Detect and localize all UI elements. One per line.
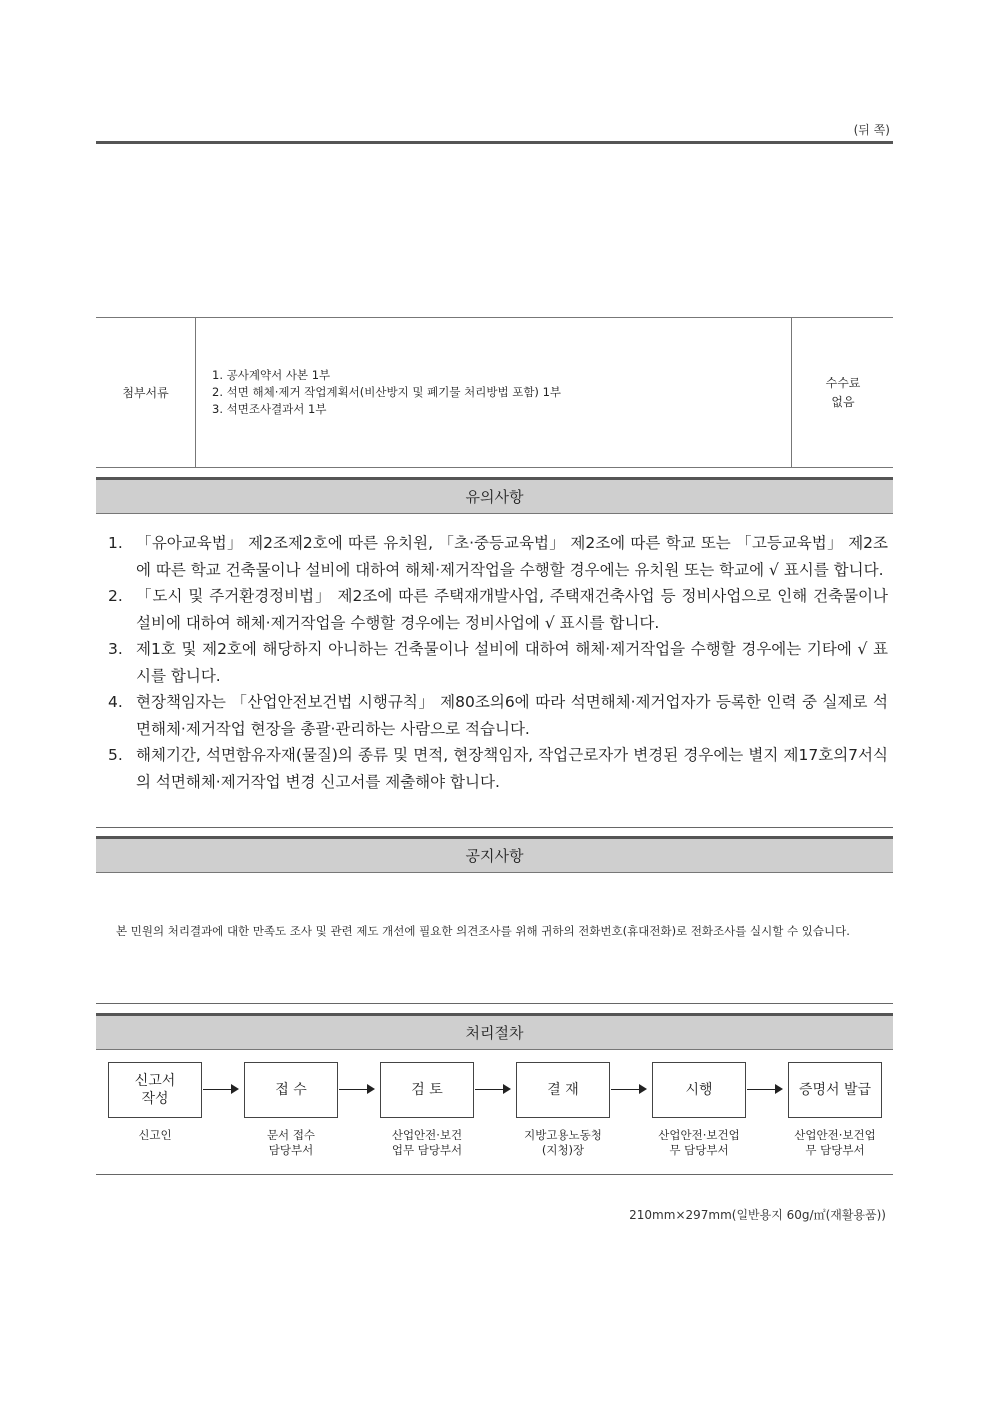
- attachment-item: 3. 석면조사결과서 1부: [212, 402, 327, 416]
- arrow-line: [475, 1089, 505, 1090]
- arrow-icon: [367, 1084, 375, 1094]
- procedure-header: 처리절차: [96, 1013, 893, 1050]
- arrow-line: [611, 1089, 641, 1090]
- notice-header: 공지사항: [96, 836, 893, 873]
- step-label: 산업안전·보건 업무 담당부서: [391, 1128, 463, 1157]
- notice-bottom-rule: [96, 1003, 893, 1004]
- arrow-line: [747, 1089, 777, 1090]
- note-item: 5. 해체기간, 석면함유자재(물질)의 종류 및 면적, 현장책임자, 작업근로자가 변경된 경우에는 별지 제17호의7서식의 석면해체·제거작업 변경 신고서를 제출해야 합니다.: [108, 746, 888, 791]
- step-box-report: 신고서 작성: [108, 1062, 202, 1118]
- arrow-icon: [503, 1084, 511, 1094]
- attachment-item: 2. 석면 해체·제거 작업계획서(비산방지 및 폐기물 처리방법 포함) 1부: [212, 385, 561, 399]
- page-side-label: (뒤 쪽): [853, 123, 890, 137]
- note-item: 3. 제1호 및 제2호에 해당하지 아니하는 건축물이나 설비에 대하여 해체·제거작업을 수행할 경우에는 기타에 √ 표시를 합니다.: [108, 640, 888, 685]
- notes-bottom-rule: [96, 827, 893, 828]
- step-label: 산업안전·보건업 무 담당부서: [658, 1128, 740, 1157]
- notes-list: [108, 530, 888, 795]
- arrow-icon: [775, 1084, 783, 1094]
- note-item: 4. 현장책임자는 「산업안전보건법 시행규칙」 제80조의6에 따라 석면해체·제거업자가 등록한 인력 중 실제로 석면해체·제거작업 현장을 총괄·관리하는 사람으로 적습니다.: [108, 693, 888, 738]
- attachments-table: [96, 317, 893, 468]
- step-box-enforcement: 시행: [652, 1062, 746, 1118]
- step-label: 지방고용노동청 (지청)장: [524, 1128, 602, 1157]
- fee-value: 없음: [831, 394, 855, 409]
- notice-text: 본 민원의 처리결과에 대한 만족도 조사 및 관련 제도 개선에 필요한 의견조사를 위해 귀하의 전화번호(휴대전화)로 전화조사를 실시할 수 있습니다.: [116, 924, 850, 938]
- attachment-item: 1. 공사계약서 사본 1부: [212, 368, 331, 382]
- arrow-icon: [639, 1084, 647, 1094]
- note-item: 1. 「유아교육법」 제2조제2호에 따른 유치원, 「초·중등교육법」 제2조에 따른 학교 또는 「고등교육법」 제2조에 따른 학교 건축물이나 설비에 대하여 해체·제거작업을 수행할 경우에는 유치원 또는 학교에 √ 표시를 합니다.: [108, 534, 888, 579]
- procedure-bottom-rule: [96, 1174, 893, 1175]
- step-box-approval: 결 재: [516, 1062, 610, 1118]
- step-label: 산업안전·보건업 무 담당부서: [794, 1128, 876, 1157]
- notes-header: 유의사항: [96, 477, 893, 514]
- step-box-certificate: 증명서 발급: [788, 1062, 882, 1118]
- fee-cell: [793, 318, 893, 467]
- arrow-icon: [231, 1084, 239, 1094]
- step-box-receipt: 접 수: [244, 1062, 338, 1118]
- step-label: 신고인: [138, 1128, 172, 1142]
- fee-label: 수수료: [825, 375, 861, 390]
- step-label: 문서 접수 담당부서: [266, 1128, 316, 1157]
- arrow-line: [339, 1089, 369, 1090]
- attachments-label: 첨부서류: [96, 318, 196, 467]
- top-rule: [96, 141, 893, 144]
- note-item: 2. 「도시 및 주거환경정비법」 제2조에 따른 주택재개발사업, 주택재건축사업 등 정비사업으로 인해 건축물이나 설비에 대하여 해체·제거작업을 수행할 경우에는 정비사업에 √ 표시를 합니다.: [108, 587, 888, 632]
- attachments-list: [196, 318, 792, 467]
- paper-spec-footer: 210mm×297mm(일반용지 60g/㎡(재활용품)): [629, 1208, 886, 1222]
- arrow-line: [203, 1089, 233, 1090]
- step-box-review: 검 토: [380, 1062, 474, 1118]
